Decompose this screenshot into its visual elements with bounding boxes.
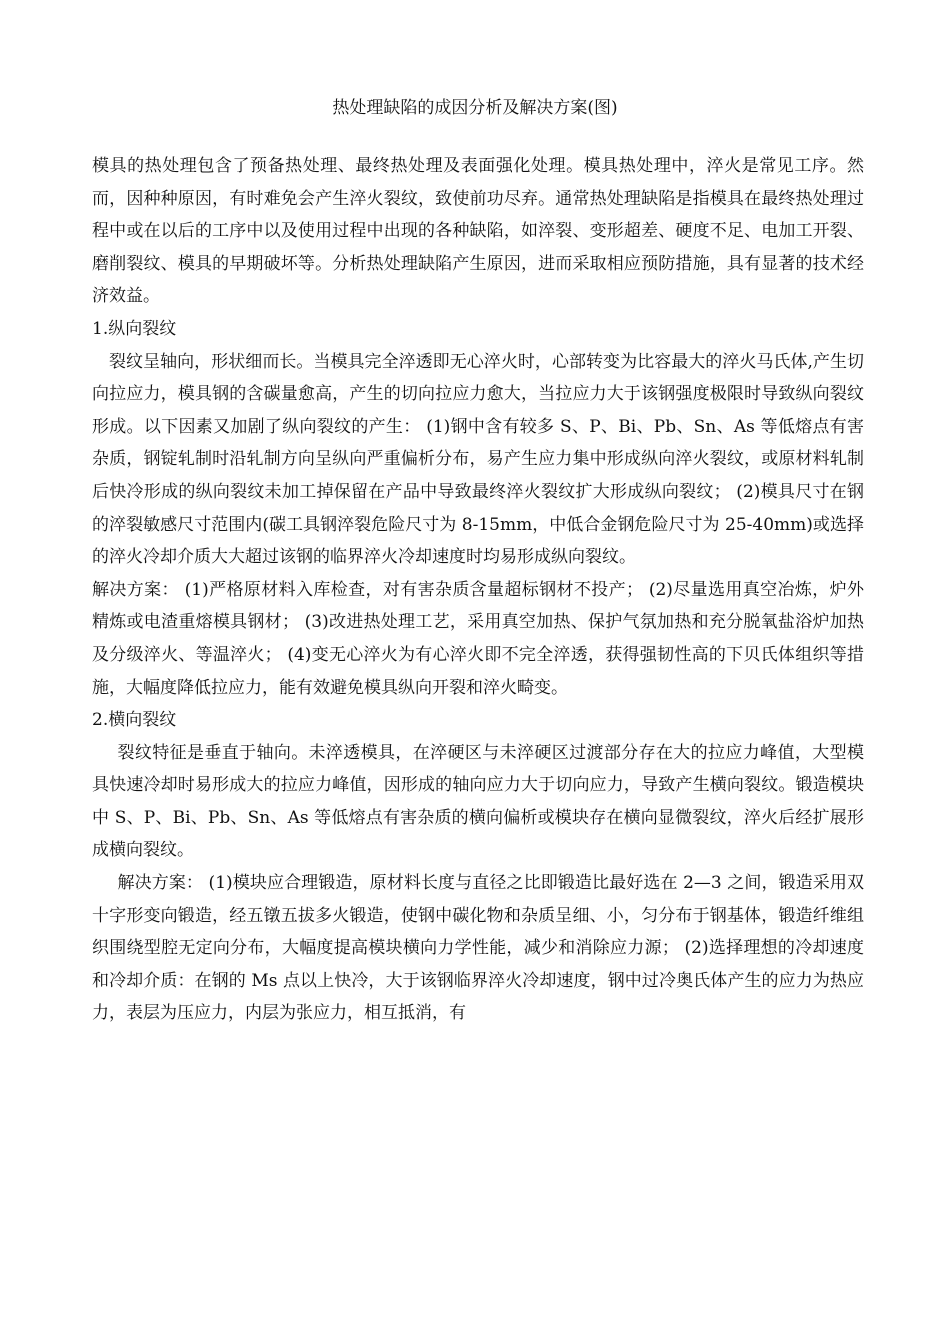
section1-body-paragraph: 裂纹呈轴向，形状细而长。当模具完全淬透即无心淬火时，心部转变为比容最大的淬火马氏体,产生切向拉应力，模具钢的含碳量愈高，产生的切向拉应力愈大，当拉应力大于该钢强度极限时导致纵向裂纹形成。以下因素又加剧了纵向裂纹的产生： (1)钢中含有较多 S、P、Bi、Pb、Sn、As 等低熔点有害杂质，钢锭轧制时沿轧制方向呈纵向严重偏析分布，易产生应力集中形成纵向淬火裂纹，或原材料轧制后快冷形成的纵向裂纹未加工掉保留在产品中导致最终淬火裂纹扩大形成纵向裂纹； (2)模具尺寸在钢的淬裂敏感尺寸范围内(碳工具钢淬裂危险尺寸为 8-15mm，中低合金钢危险尺寸为 25-40mm)或选择的淬火冷却介质大大超过该钢的临界淬火冷却速度时均易形成纵向裂纹。 bbox=[92, 351, 864, 568]
section1-solution-paragraph: 解决方案： (1)严格原材料入库检查，对有害杂质含量超标钢材不投产； (2)尽量选用真空冶炼，炉外精炼或电渣重熔模具钢材； (3)改进热处理工艺，采用真空加热、保护气氛加热和充分脱氧盐浴炉加热及分级淬火、等温淬火； (4)变无心淬火为有心淬火即不完全淬透，获得强韧性高的下贝氏体组织等措施，大幅度降低拉应力，能有效避免模具纵向开裂和淬火畸变。 bbox=[92, 579, 864, 698]
document-body bbox=[92, 150, 864, 1030]
section-heading-longitudinal-cracks: 1.纵向裂纹 bbox=[92, 318, 177, 339]
section-heading-transverse-cracks: 2.横向裂纹 bbox=[92, 710, 177, 731]
document-title: 热处理缺陷的成因分析及解决方案(图) bbox=[332, 98, 618, 118]
intro-paragraph: 模具的热处理包含了预备热处理、最终热处理及表面强化处理。模具热处理中，淬火是常见工序。然而，因种种原因，有时难免会产生淬火裂纹，致使前功尽弃。通常热处理缺陷是指模具在最终热处理过程中或在以后的工序中以及使用过程中出现的各种缺陷，如淬裂、变形超差、硬度不足、电加工开裂、磨削裂纹、模具的早期破坏等。分析热处理缺陷产生原因，进而采取相应预防措施，具有显著的技术经济效益。 bbox=[92, 156, 864, 307]
section2-solution-paragraph: 解决方案： (1)模块应合理锻造，原材料长度与直径之比即锻造比最好选在 2—3 之间，锻造采用双十字形变向锻造，经五镦五拔多火锻造，使钢中碳化物和杂质呈细、小，匀分布于钢基体，锻造纤维组织围绕型腔无定向分布，大幅度提高模块横向力学性能，减少和消除应力源； (2)选择理想的冷却速度和冷却介质：在钢的 Ms 点以上快冷，大于该钢临界淬火冷却速度，钢中过冷奥氏体产生的应力为热应力，表层为压应力，内层为张应力，相互抵消，有 bbox=[92, 873, 864, 1024]
section2-body-paragraph: 裂纹特征是垂直于轴向。未淬透模具，在淬硬区与未淬硬区过渡部分存在大的拉应力峰值，大型模具快速冷却时易形成大的拉应力峰值，因形成的轴向应力大于切向应力，导致产生横向裂纹。锻造模块中 S、P、Bi、Pb、Sn、As 等低熔点有害杂质的横向偏析或模块存在横向显微裂纹，淬火后经扩展形成横向裂纹。 bbox=[92, 742, 864, 861]
